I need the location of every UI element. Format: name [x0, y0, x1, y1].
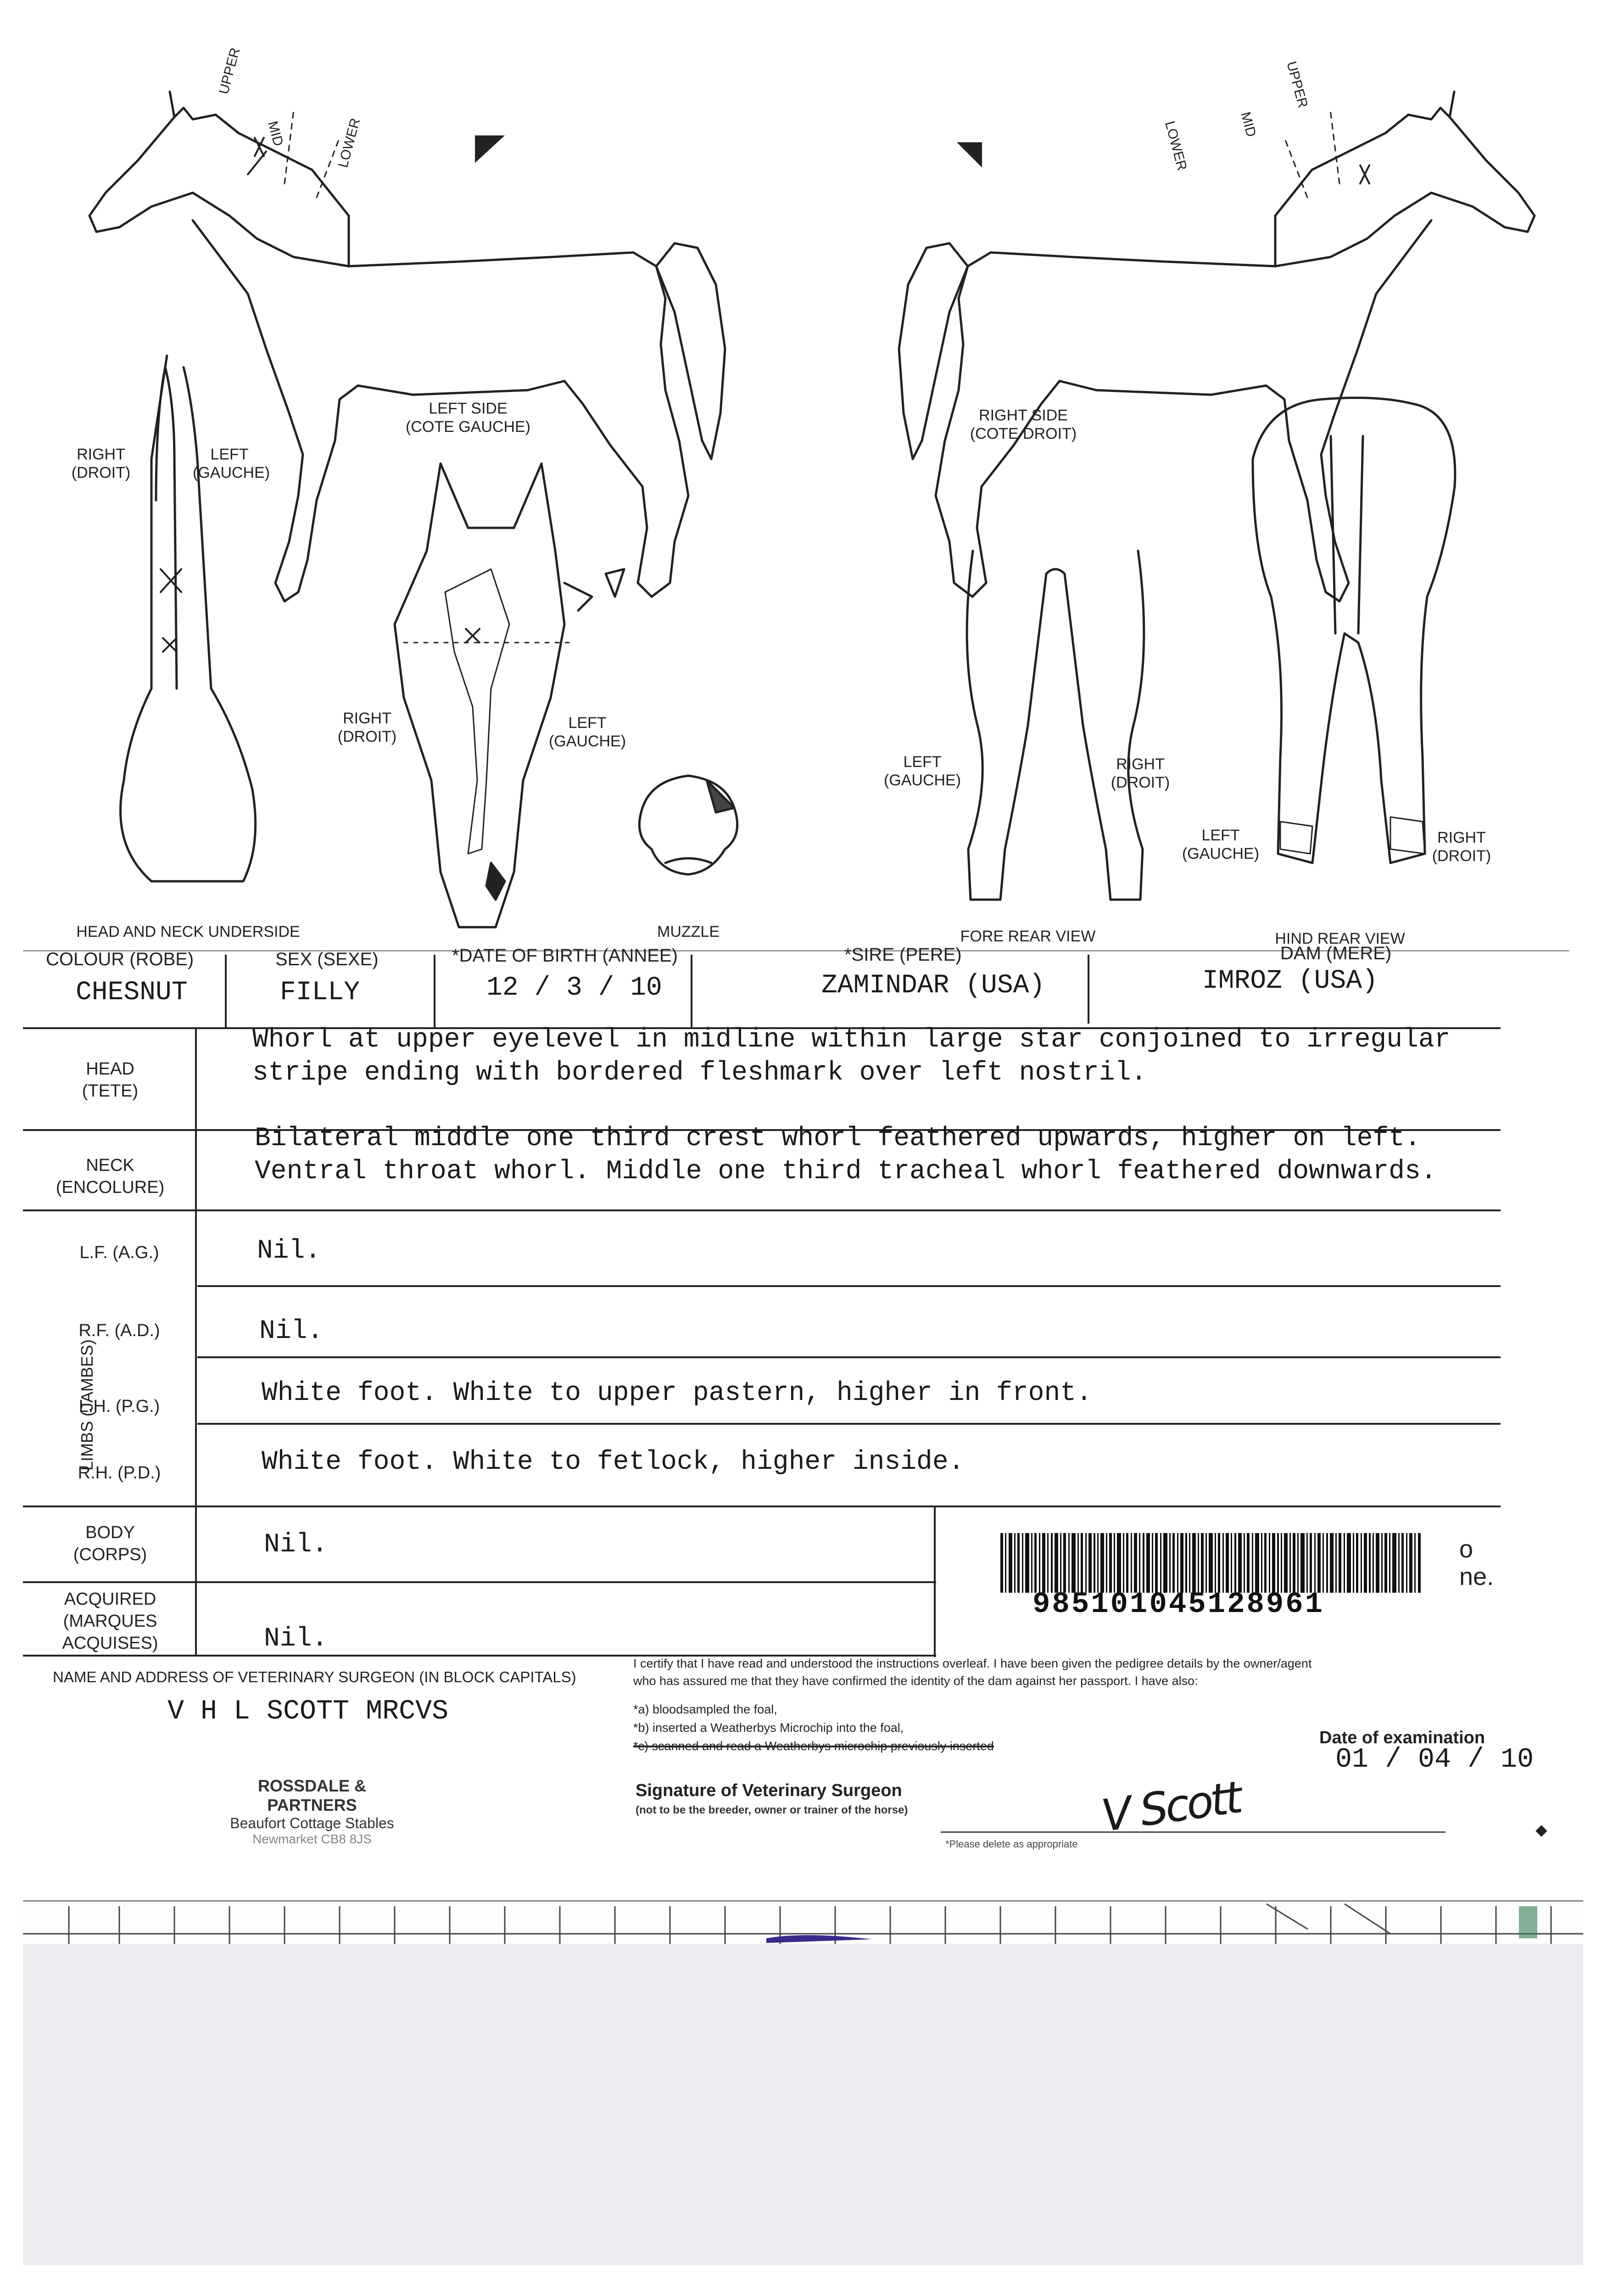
certification-item-a: *a) bloodsampled the foal,	[633, 1702, 777, 1716]
lh-row-rule	[197, 1423, 1501, 1425]
neck-underside-diagram	[121, 356, 256, 881]
dam-value: IMROZ (USA)	[1202, 966, 1378, 996]
rf-description: Nil.	[259, 1316, 324, 1346]
exam-date-label: Date of examination	[1319, 1728, 1485, 1747]
certification-item-c: *c) scanned and read a Weatherbys microchip previously inserted	[633, 1739, 994, 1753]
corner-arrow-left	[475, 135, 505, 163]
muzzle-caption: MUZZLE	[657, 923, 720, 940]
dam-label: DAM (MERE)	[1280, 943, 1392, 963]
rf-label: R.F. (A.D.)	[78, 1321, 160, 1340]
fore-rear-view-diagram	[967, 551, 1144, 900]
horse-left-side-diagram	[89, 92, 725, 610]
clipped-edge-text: o ne.	[1459, 1535, 1494, 1590]
certification-item-b: *b) inserted a Weatherbys Microchip into the foal,	[633, 1721, 904, 1735]
microchip-number: 985101045128961	[1032, 1588, 1325, 1621]
dob-label: *DATE OF BIRTH (ANNEE)	[452, 946, 678, 966]
signature-line	[941, 1831, 1445, 1833]
muzzle-diagram	[639, 776, 737, 874]
vet-name: V H L SCOTT MRCVS	[167, 1696, 449, 1727]
head-left-label: LEFT (GAUCHE)	[548, 714, 626, 750]
head-right-label: RIGHT (DROIT)	[337, 710, 397, 745]
neck-marker-upper-right: UPPER	[1284, 60, 1311, 110]
identity-divider-1	[225, 955, 227, 1028]
neck-marker-lower-left: LOWER	[335, 116, 363, 169]
head-neck-underside-caption: HEAD AND NECK UNDERSIDE	[76, 923, 300, 940]
neck-marker-mid-left: MID	[265, 119, 286, 148]
neck-row-rule	[23, 1209, 1501, 1211]
next-page-edge-strip	[23, 1900, 1583, 1945]
signature-note: (not to be the breeder, owner or trainer of the horse)	[636, 1804, 908, 1816]
identity-divider-4	[1088, 955, 1089, 1024]
neck-marker-mid-right: MID	[1238, 110, 1259, 139]
rf-row-rule	[197, 1356, 1501, 1358]
body-right-border	[934, 1506, 936, 1657]
right-side-label: RIGHT SIDE (COTE DROIT)	[970, 407, 1077, 442]
please-delete-note: *Please delete as appropriate	[945, 1838, 1078, 1850]
body-row-rule	[23, 1581, 936, 1583]
head-front-diagram	[395, 464, 569, 927]
sire-label: *SIRE (PERE)	[844, 945, 962, 965]
neck-underside-left-label: LEFT (GAUCHE)	[193, 446, 270, 481]
lh-description: White foot. White to upper pastern, higher in front.	[262, 1378, 1092, 1408]
horse-right-side-diagram	[899, 92, 1535, 601]
hind-rear-view-diagram	[1253, 398, 1455, 863]
lh-label: L.H. (P.G.)	[78, 1397, 160, 1416]
vet-signature: V Scott	[1098, 1771, 1243, 1842]
rh-label: R.H. (P.D.)	[78, 1463, 161, 1483]
sex-value: FILLY	[280, 978, 360, 1008]
markings-label-divider	[195, 1027, 197, 1656]
acquired-label: ACQUIRED (MARQUES ACQUISES)	[62, 1590, 158, 1653]
fore-right-label: RIGHT (DROIT)	[1111, 756, 1170, 791]
exam-date-value: 01 / 04 / 10	[1335, 1744, 1534, 1775]
head-label: HEAD (TETE)	[82, 1059, 139, 1101]
microchip-barcode	[1000, 1533, 1423, 1593]
ruled-strip-lines	[23, 1902, 1583, 1945]
page-corner-mark	[1535, 1825, 1547, 1836]
colour-value: CHESNUT	[76, 978, 188, 1008]
head-description: Whorl at upper eyelevel in midline within large star conjoined to irregular stripe ending with bordered fleshmark over left nostril.	[252, 1025, 1451, 1088]
identity-divider-3	[691, 955, 692, 1028]
hind-right-label: RIGHT (DROIT)	[1432, 829, 1491, 865]
neck-underside-right-label: RIGHT (DROIT)	[71, 446, 131, 481]
fore-left-label: LEFT (GAUCHE)	[883, 753, 961, 789]
practice-stamp-address: Beaufort Cottage Stables	[230, 1815, 394, 1831]
body-label: BODY (CORPS)	[73, 1523, 147, 1564]
colour-label: COLOUR (ROBE)	[46, 949, 194, 969]
left-side-label: LEFT SIDE (COTE GAUCHE)	[406, 400, 530, 436]
certification-statement: I certify that I have read and understood the instructions overleaf. I have been given the pedigree details by the owner/agent who has assured me that they have confirmed the identity of the dam against her passport. I have also:	[633, 1657, 1312, 1688]
lf-label: L.F. (A.G.)	[79, 1243, 159, 1262]
vet-name-address-label: NAME AND ADDRESS OF VETERINARY SURGEON (IN BLOCK CAPITALS)	[53, 1668, 576, 1685]
lf-row-rule	[197, 1285, 1501, 1287]
limbs-label: LIMBS (JAMBES)	[78, 1339, 96, 1471]
identity-divider-2	[434, 955, 435, 1028]
next-page-background	[23, 1944, 1583, 2265]
lf-description: Nil.	[257, 1236, 321, 1266]
acquired-description: Nil.	[264, 1624, 328, 1654]
sire-value: ZAMINDAR (USA)	[821, 971, 1045, 1001]
dob-value: 12 / 3 / 10	[486, 973, 662, 1003]
neck-marker-lower-right: LOWER	[1162, 119, 1190, 173]
corner-arrow-right	[957, 142, 982, 168]
practice-stamp-name: ROSSDALE & PARTNERS	[257, 1776, 367, 1814]
fore-rear-view-caption: FORE REAR VIEW	[960, 928, 1096, 945]
neck-marker-upper-left: UPPER	[216, 46, 243, 96]
rh-description: White foot. White to fetlock, higher inside.	[262, 1447, 965, 1477]
neck-description: Bilateral middle one third crest whorl feathered upwards, higher on left. Ventral throat whorl. Middle one third tracheal whorl feathered downwards.	[255, 1124, 1437, 1187]
hind-rear-view-caption: HIND REAR VIEW	[1275, 930, 1405, 947]
neck-label: NECK (ENCOLURE)	[56, 1156, 165, 1197]
sex-label: SEX (SEXE)	[275, 949, 379, 969]
hind-left-label: LEFT (GAUCHE)	[1182, 827, 1260, 862]
body-description: Nil.	[264, 1530, 328, 1560]
rh-row-rule	[23, 1506, 1501, 1507]
practice-stamp-town: Newmarket CB8 8JS	[252, 1832, 372, 1846]
signature-label: Signature of Veterinary Surgeon	[636, 1781, 902, 1800]
practice-stamp	[220, 1776, 404, 1847]
